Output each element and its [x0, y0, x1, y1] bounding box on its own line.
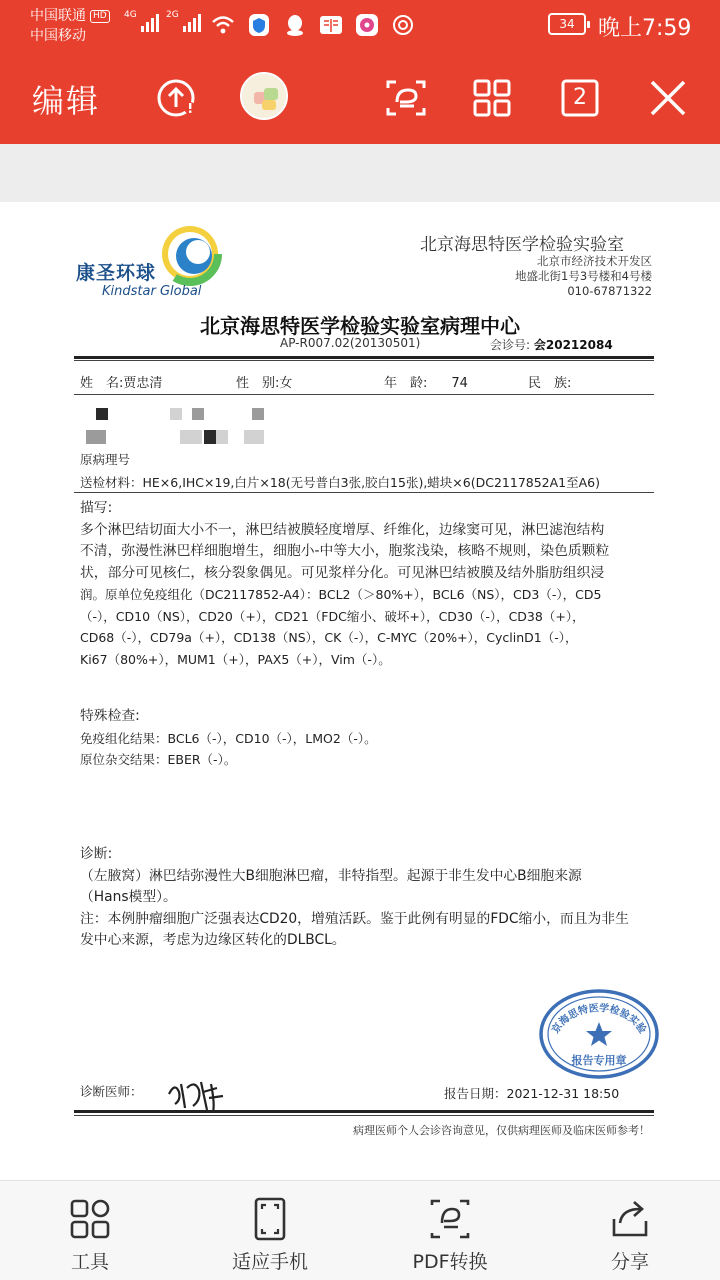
shield-app-icon [246, 12, 272, 38]
patient-ethnic: 民 族: [528, 376, 572, 391]
upload-alert-icon[interactable] [154, 74, 202, 122]
patient-name: 姓 名:贾忠清 [80, 376, 163, 391]
ish-result: 原位杂交结果：EBER（-）。 [80, 752, 237, 767]
description-line: 多个淋巴结切面大小不一，淋巴结被膜轻度增厚、纤维化，边缘窦可见，淋巴滤泡结构 [80, 521, 605, 538]
special-exam-heading: 特殊检查: [80, 708, 140, 724]
doctor-signature [165, 1074, 229, 1114]
diagnosis-section [80, 844, 670, 952]
book-app-icon [318, 12, 344, 38]
grid-view-icon[interactable] [468, 74, 516, 122]
clock: 晚上7:59 [598, 16, 692, 41]
divider [74, 360, 654, 361]
pdf-convert-button[interactable] [380, 1197, 520, 1274]
patient-age: 年 龄: 74 [384, 376, 468, 391]
divider [74, 492, 654, 493]
divider [74, 356, 654, 359]
description-line: Ki67（80%+），MUM1（+），PAX5（+），Vim（-）。 [80, 651, 391, 667]
share-button[interactable] [560, 1197, 700, 1274]
diagnosis-line: （左腋窝）淋巴结弥漫性大B细胞淋巴瘤，非特指型。起源于非生发中心B细胞来源 [80, 867, 582, 884]
fit-phone-button[interactable] [200, 1197, 340, 1274]
description-section [80, 498, 670, 670]
report-seal [538, 988, 660, 1080]
diagnosis-line: （Hans模型）。 [80, 889, 177, 905]
doctor-label: 诊断医师： [80, 1084, 143, 1099]
divider [74, 1115, 654, 1116]
consult-number: 会诊号: 会20212084 [490, 338, 613, 352]
pdf-convert-label: PDF转换 [412, 1251, 488, 1273]
description-heading: 描写: [80, 500, 113, 516]
form-code: AP-R007.02(20130501) [280, 336, 421, 350]
svg-text:北京海思特医学检验实验室 [538, 988, 649, 1036]
divider [74, 1110, 654, 1113]
footer-note: 病理医师个人会诊咨询意见，仅供病理医师及临床医师参考！ [353, 1124, 650, 1137]
signal-icon-1: 4G [124, 10, 159, 32]
diagnosis-line: 注：本例肿瘤细胞广泛强表达CD20，增殖活跃。鉴于此例有明显的FDC缩小，而且为非生 [80, 910, 629, 927]
submitted-material: 送检材料：HE×6,IHC×19,白片×18(无号普白3张,胶白15张),蜡块×6(DC2117852A1至A6) [80, 475, 601, 490]
avatar[interactable] [240, 72, 288, 120]
signal-icon-2: 2G [166, 10, 201, 32]
scan-icon[interactable] [382, 74, 430, 122]
divider [74, 394, 654, 395]
lab-address: 北京市经济技术开发区 地盛北街1号3号楼和4号楼 010-67871322 [515, 254, 652, 298]
description-line: （-），CD10（NS），CD20（+），CD21（FDC缩小、破坏+），CD30（-），CD38（+）， [80, 608, 585, 624]
target-icon [390, 12, 416, 38]
report-date: 报告日期：2021-12-31 18:50 [444, 1086, 620, 1101]
fit-phone-label: 适应手机 [231, 1251, 308, 1273]
description-line: 不清，弥漫性淋巴样细胞增生，细胞小-中等大小，胞浆浅染，核略不规则，染色质颗粒 [80, 543, 610, 559]
pdf-convert-icon [428, 1197, 472, 1241]
top-toolbar [0, 52, 720, 144]
report-title: 北京海思特医学检验实验室病理中心 [200, 314, 520, 338]
status-bar [0, 0, 720, 52]
description-line: 状，部分可见核仁，核分裂象偶见。可见浆样分化。可见淋巴结被膜及结外脂肪组织浸 [80, 564, 605, 581]
logo-text-cn: 康圣环球 [76, 262, 157, 284]
pathology-report-page [0, 202, 720, 1180]
close-icon[interactable] [644, 74, 692, 122]
description-line: 润。原单位免疫组化（DC2117852-A4）：BCL2（＞80%+），BCL6（NS），CD3（-），CD5 [80, 587, 602, 602]
page-count: 2 [573, 85, 587, 110]
fit-screen-icon [248, 1197, 292, 1241]
carrier-2: 中国移动 [30, 28, 86, 44]
tools-label: 工具 [70, 1251, 109, 1273]
edit-button[interactable]: 编辑 [32, 82, 101, 120]
share-label: 分享 [610, 1251, 649, 1273]
ihc-result: 免疫组化结果：BCL6（-），CD10（-），LMO2（-）。 [80, 730, 377, 746]
kindstar-logo [72, 222, 232, 304]
seal-text-bottom: 报告专用章 [571, 1054, 627, 1067]
patient-sex: 性 别:女 [236, 376, 293, 391]
orig-pathology-no: 原病理号 [80, 452, 131, 467]
carrier-info [30, 6, 110, 46]
qq-icon [282, 12, 308, 38]
bottom-toolbar [0, 1180, 720, 1280]
diagnosis-line: 发中心来源，考虑为边缘区转化的DLBCL。 [80, 932, 346, 948]
music-app-icon [354, 12, 380, 38]
share-icon [608, 1197, 652, 1241]
lab-name: 北京海思特医学检验实验室 [420, 235, 624, 255]
diagnosis-heading: 诊断: [80, 846, 113, 862]
carrier-1: 中国联通 [30, 8, 86, 24]
tools-button[interactable] [20, 1197, 160, 1274]
seal-text-top: 京海思特医学检验实验 [550, 1003, 648, 1036]
battery-icon: 34 [548, 13, 586, 35]
tools-icon [68, 1197, 112, 1241]
description-line: CD68（-），CD79a（+），CD138（NS），CK（-），C-MYC（20%+），CyclinD1（-）， [80, 630, 578, 645]
wifi-icon [210, 12, 236, 38]
viewer-margin [0, 144, 720, 202]
logo-text-en: Kindstar Global [102, 284, 202, 299]
page-count-button[interactable] [556, 74, 604, 122]
hd-badge: HD [90, 10, 110, 23]
special-exam-section [80, 706, 670, 771]
